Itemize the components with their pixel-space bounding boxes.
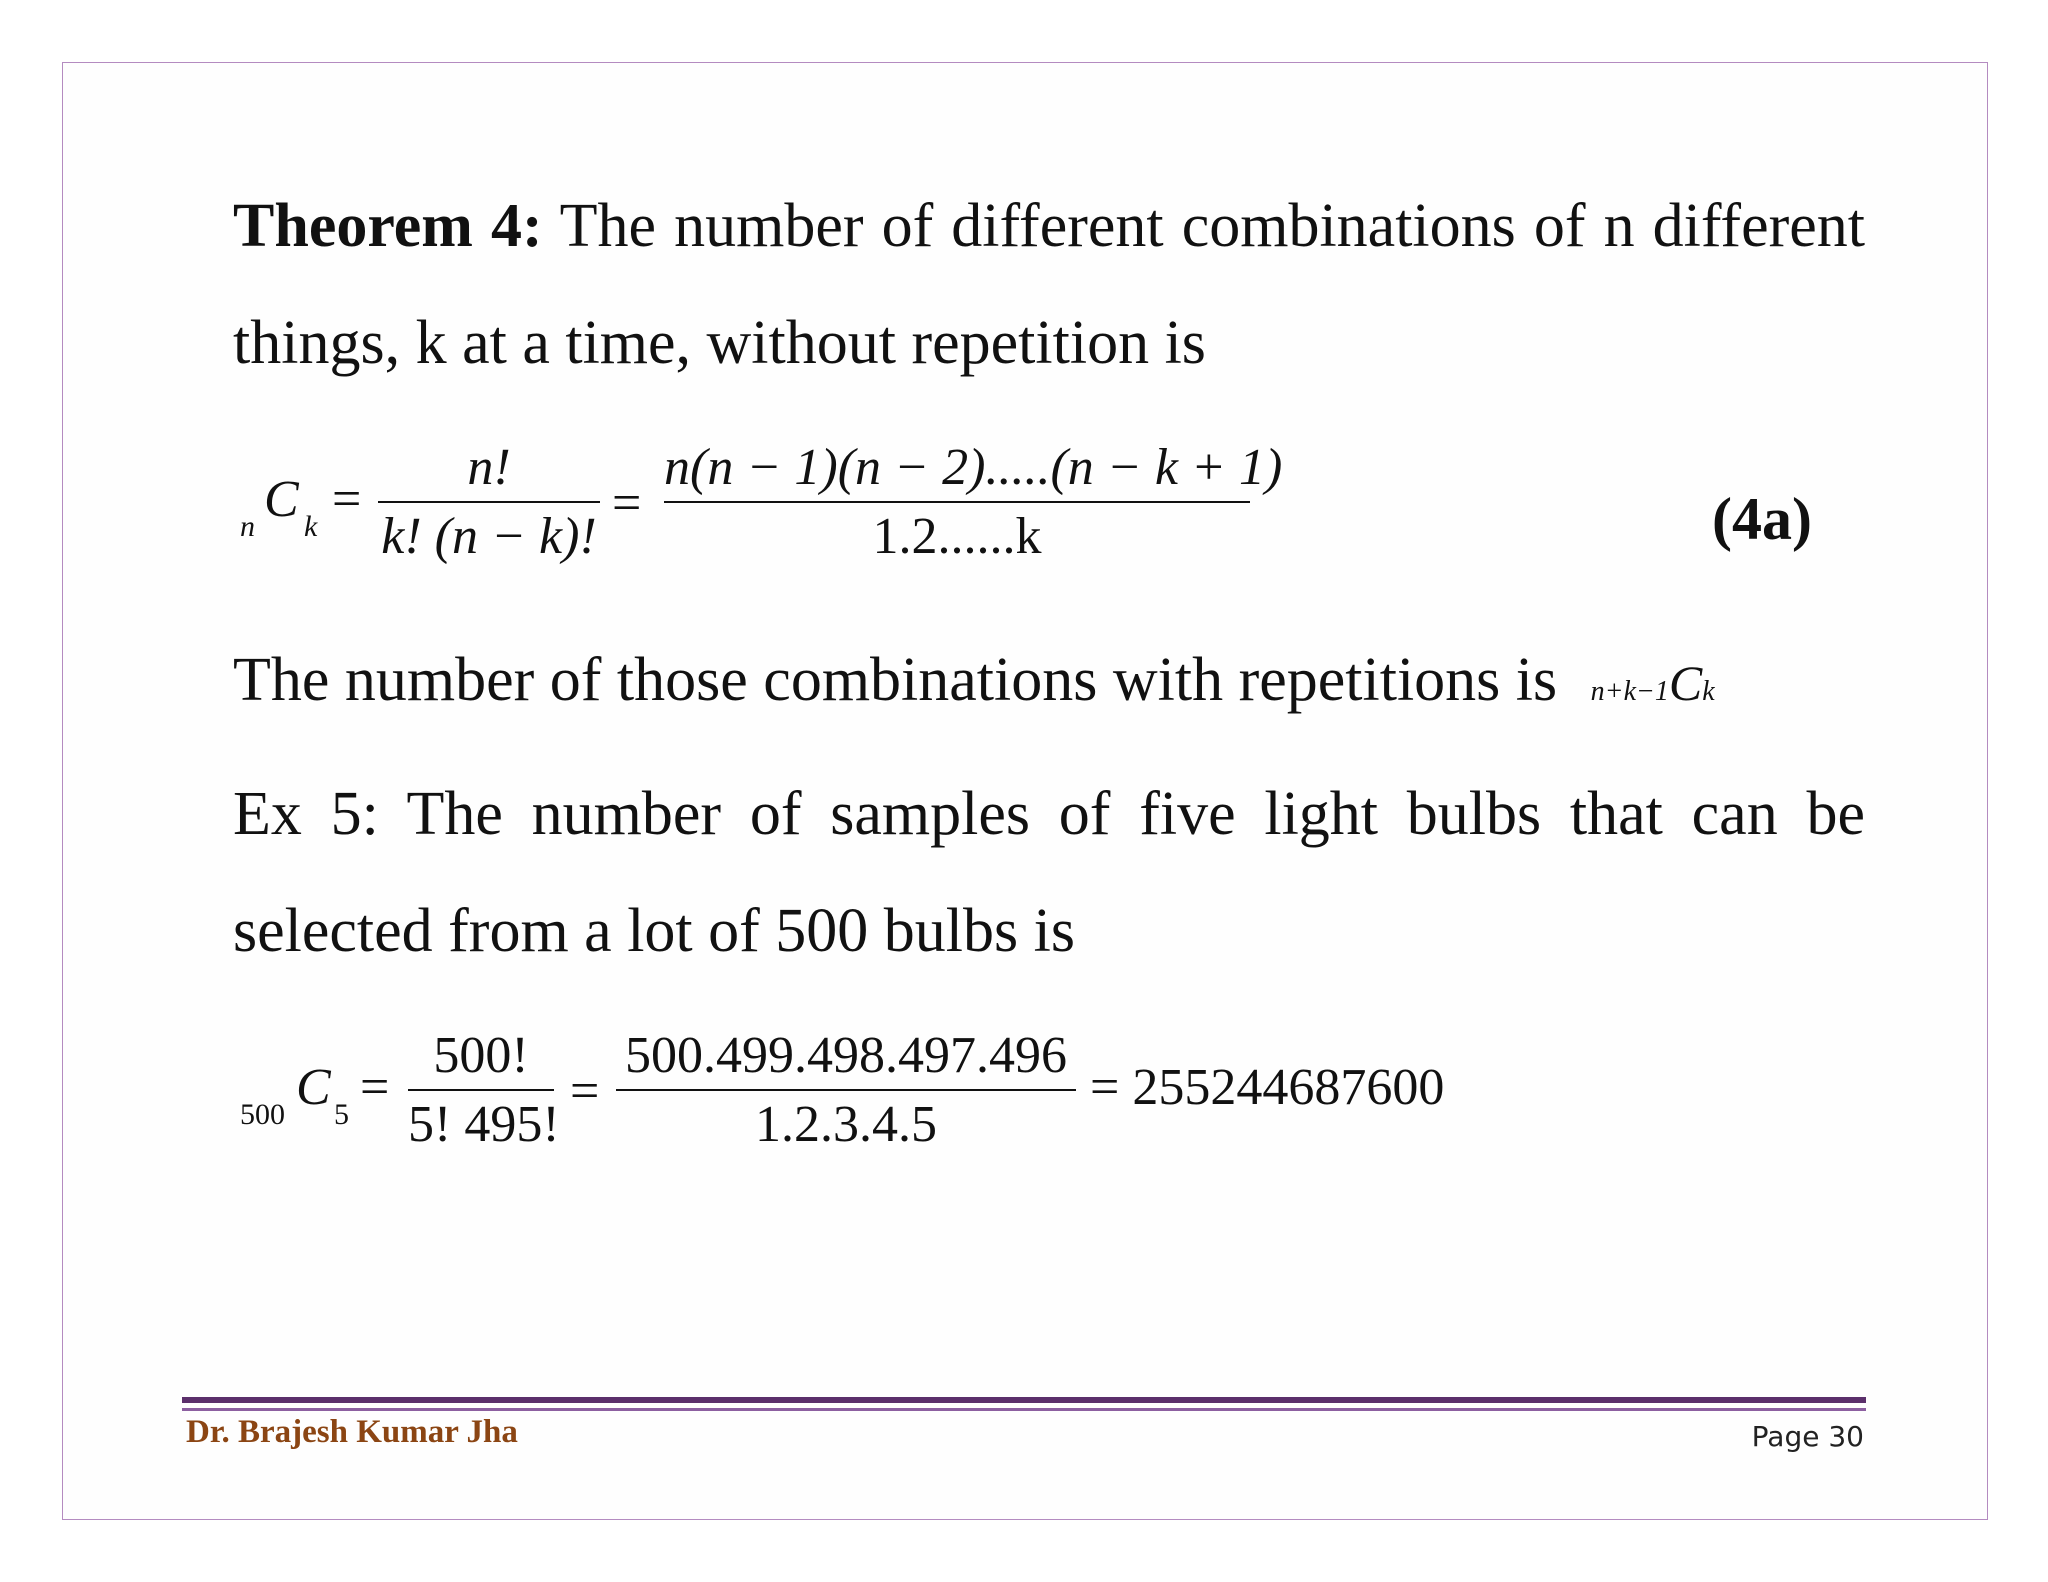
theorem-text: The number of different combinations of n different things, k at a time, without repetition is: [233, 192, 1865, 377]
formula-4a-frac2: [664, 438, 1283, 566]
theorem-paragraph: [233, 168, 1865, 402]
repetition-paragraph: [233, 622, 1865, 750]
formula-4a-eq2: =: [612, 475, 642, 532]
formula-4a-frac1: [378, 438, 600, 566]
formula-ex5-symbol: C: [296, 1059, 331, 1116]
fraction-bar: [664, 501, 1250, 503]
footer-rule-thin: [182, 1408, 1866, 1411]
repetition-sub-left: n+k−1: [1590, 676, 1669, 707]
repetition-text: The number of those combinations with repetitions is: [233, 646, 1558, 714]
formula-4a-frac2-den: 1.2......k: [872, 508, 1042, 565]
formula-ex5-frac2-den: 1.2.3.4.5: [755, 1096, 937, 1153]
formula-4a-frac1-num: n!: [467, 439, 511, 496]
formula-4a-sub-right: k: [304, 510, 318, 543]
repetition-sub-right: k: [1702, 676, 1715, 707]
formula-ex5-eq2: =: [570, 1063, 600, 1120]
example-paragraph: Ex 5: The number of samples of five light bulbs that can be selected from a lot of 500 bulbs is: [233, 780, 1865, 965]
fraction-bar: [616, 1089, 1076, 1091]
formula-ex5-sub-left: 500: [240, 1098, 285, 1131]
formula-ex5-eq1: =: [360, 1059, 390, 1116]
equation-label-4a: (4a): [1712, 486, 1812, 552]
formula-ex5-frac2: [616, 1026, 1076, 1154]
formula-ex5-frac1-num: 500!: [433, 1027, 529, 1084]
formula-ex5-frac2-num: 500.499.498.497.496: [625, 1027, 1067, 1084]
formula-4a-frac2-num: n(n − 1)(n − 2).....(n − k + 1): [664, 439, 1283, 496]
repetition-symbol: C: [1668, 655, 1703, 711]
formula-4a-frac1-den: k! (n − k)!: [381, 508, 597, 565]
formula-4a-eq1: =: [332, 471, 362, 528]
formula-ex5-result: = 255244687600: [1090, 1059, 1445, 1116]
formula-4a-symbol: C: [264, 471, 299, 528]
footer-rule: [182, 1397, 1866, 1403]
theorem-label: Theorem 4:: [233, 192, 543, 260]
formula-ex5-sub-right: 5: [334, 1098, 349, 1131]
formula-ex5-frac1-den: 5! 495!: [408, 1096, 560, 1153]
footer-author: Dr. Brajesh Kumar Jha: [186, 1414, 518, 1450]
page-number: Page 30: [1751, 1420, 1864, 1453]
formula-4a-sub-left: n: [240, 510, 255, 543]
fraction-bar: [408, 1089, 554, 1091]
formula-ex5-frac1: [408, 1026, 560, 1154]
fraction-bar: [378, 501, 600, 503]
